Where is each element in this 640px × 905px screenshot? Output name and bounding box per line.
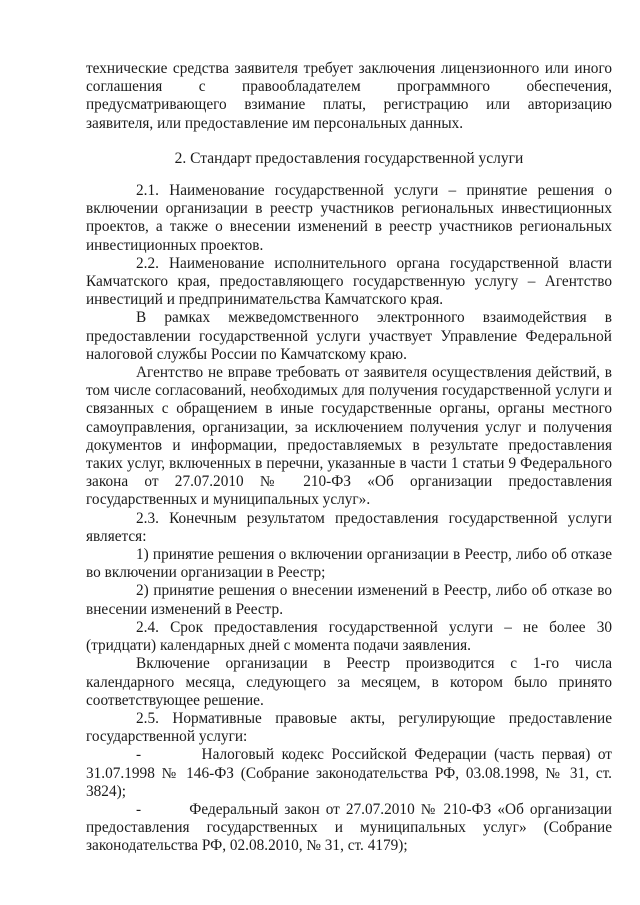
paragraph-2-1: 2.1. Наименование государственной услуги – принятие решения о включении организации в реестр участников региональных инвестиционных проектов, а также о внесении изменений в реестр участников региональных инвестиционных проектов. (86, 182, 612, 254)
paragraph-2-4: 2.4. Срок предоставления государственной услуги – не более 30 (тридцати) календарных дней с момента подачи заявления. (86, 618, 612, 655)
paragraph-2-2: 2.2. Наименование исполнительного органа государственной власти Камчатского края, предоставляющего государственную услугу – Агентство инвестиций и предпринимательства Камчатского края. (86, 254, 612, 309)
paragraph-continuation: технические средства заявителя требует заключения лицензионного или иного соглашения с правообладателем программного обеспечения, предусматривающего взимание платы, регистрацию или авторизацию заявителя, или предоставление им персональных данных. (86, 60, 612, 132)
paragraph-2-3: 2.3. Конечным результатом предоставления государственной услуги является: (86, 509, 612, 545)
list-item-tax-code: - Налоговый кодекс Российской Федерации (часть первая) от 31.07.1998 № 146-ФЗ (Собрание законодательства РФ, 03.08.1998, № 31, ст. 3824); (86, 746, 612, 800)
list-item-result-2: 2) принятие решения о внесении изменений в Реестр, либо об отказе во внесении изменений в Реестр. (86, 582, 612, 618)
list-item-federal-law: - Федеральный закон от 27.07.2010 № 210-ФЗ «Об организации предоставления государственных и муниципальных услуг» (Собрание законодательства РФ, 02.08.2010, № 31, ст. 4179); (86, 800, 612, 855)
document-page (86, 60, 612, 856)
section-heading: 2. Стандарт предоставления государственной услуги (174, 149, 524, 167)
paragraph-inclusion: Включение организации в Реестр производится с 1-го числа календарного месяца, следующего за месяцем, в котором было принято соответствующее решение. (86, 655, 612, 709)
paragraph-2-5: 2.5. Нормативные правовые акты, регулирующие предоставление государственной услуги: (86, 709, 612, 746)
paragraph-interaction: В рамках межведомственного электронного взаимодействия в предоставлении государственной услуги участвует Управление Федеральной налоговой службы России по Камчатскому краю. (86, 309, 612, 363)
list-item-result-1: 1) принятие решения о включении организации в Реестр, либо об отказе во включении организации в Реестр; (86, 546, 612, 582)
paragraph-agency-restrictions: Агентство не вправе требовать от заявителя осуществления действий, в том числе согласований, необходимых для получения государственной услуги и связанных с обращением в иные государственные органы, органы местного самоуправления, организации, за исключением получения услуг и получения документов и информации, предоставляемых в результате предоставления таких услуг, включенных в перечни, указанные в части 1 статьи 9 Федерального закона от 27.07.2010 № 210-ФЗ «Об организации предоставления государственных и муниципальных услуг». (86, 364, 612, 509)
